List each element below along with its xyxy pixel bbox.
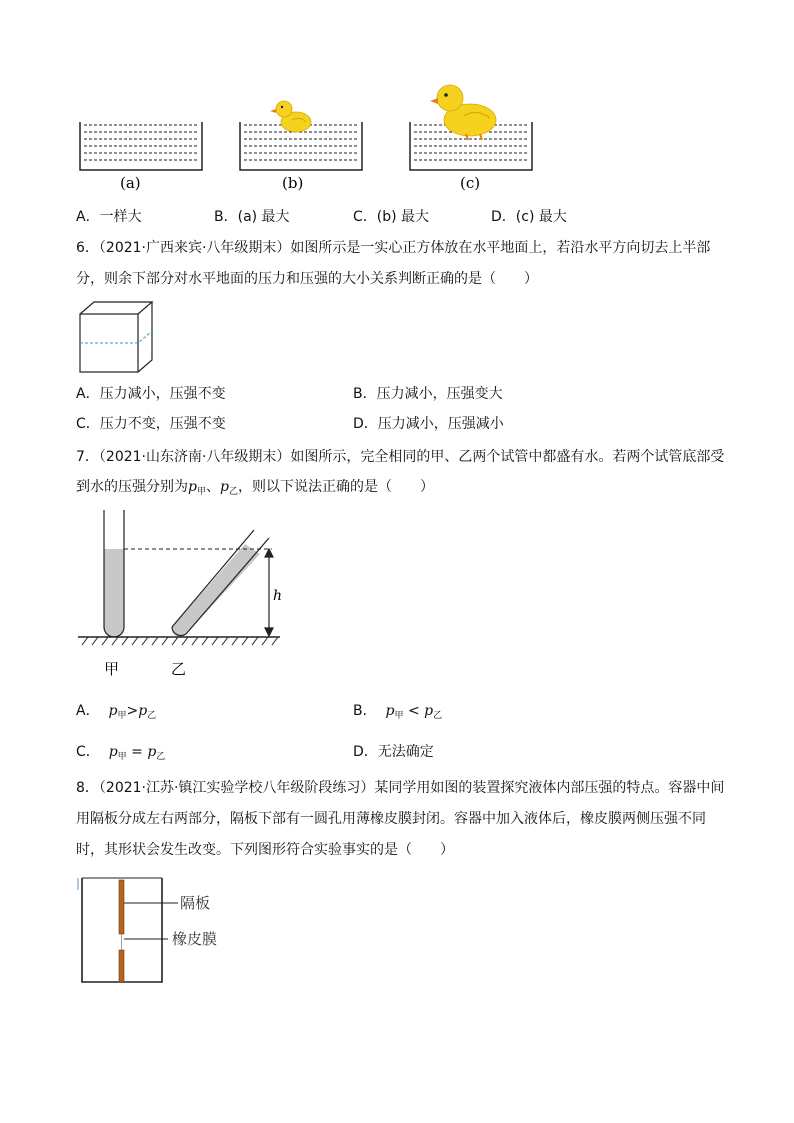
label-membrane: 橡皮膜: [172, 930, 218, 948]
q5-option-a: A．一样大: [76, 209, 142, 225]
q7-option-d: D．无法确定: [353, 744, 434, 760]
q8-stem-line3: 时，其形状会发生改变。下列图形符合实验事实的是（ ）: [76, 842, 454, 858]
partition-upper: [119, 880, 124, 934]
label-jia: 甲: [104, 660, 120, 678]
label-partition: 隔板: [180, 894, 211, 912]
q7-stem-line2: 到水的压强分别为$p_甲$、$p_乙$，则以下说法正确的是（ ）: [76, 479, 434, 497]
small-duck-icon: [270, 101, 311, 132]
cut-line: [80, 331, 152, 343]
q6-option-b: B．压力减小，压强变大: [353, 386, 503, 402]
cube-figure: [78, 300, 158, 376]
q7-stem-line1: 7．（2021·山东济南·八年级期末）如图所示，完全相同的甲、乙两个试管中都盛有水。若两个试管底部受: [76, 449, 725, 465]
partition-container-figure: [76, 874, 276, 986]
q6-stem-line1: 6．（2021·广西来宾·八年级期末）如图所示是一实心正方体放在水平地面上，若沿水平方向切去上半部: [76, 240, 711, 256]
q7-option-a: A． $p_甲>p_乙$: [76, 703, 157, 721]
height-arrow: [265, 549, 273, 636]
tube-jia: [104, 510, 124, 637]
q8-stem-line2: 用隔板分成左右两部分，隔板下部有一圆孔用薄橡皮膜封闭。容器中加入液体后，橡皮膜两侧压强不同: [76, 811, 706, 827]
q6-stem-line2: 分，则余下部分对水平地面的压力和压强的大小关系判断正确的是（ ）: [76, 271, 538, 287]
test-tubes-figure: [76, 508, 286, 688]
container-a: [80, 122, 202, 170]
tube-yi: [172, 530, 269, 637]
q6-option-a: A．压力减小，压强不变: [76, 386, 226, 402]
q6-option-d: D．压力减小，压强减小: [353, 416, 504, 432]
q5-option-b: B．(a) 最大: [214, 209, 290, 225]
container-c: [410, 85, 532, 170]
partition-lower: [119, 950, 124, 982]
label-yi: 乙: [171, 660, 187, 678]
caption-c: (c): [460, 174, 481, 192]
q8-stem-line1: 8．（2021·江苏·镇江实验学校八年级阶段练习）某同学用如图的装置探究液体内部压强的特点。容器中间: [76, 780, 725, 796]
caption-a: (a): [120, 174, 141, 192]
q7-option-b: B． $p_甲 < p_乙$: [353, 703, 443, 721]
ground: [78, 637, 280, 645]
height-label: h: [273, 588, 283, 604]
q5-option-d: D．(c) 最大: [491, 209, 567, 225]
q5-option-c: C．(b) 最大: [353, 209, 430, 225]
caption-b: (b): [282, 174, 304, 192]
q6-option-c: C．压力不变，压强不变: [76, 416, 226, 432]
duck-containers-figure: [70, 82, 550, 194]
q7-option-c: C． $p_甲 = p_乙$: [76, 744, 166, 762]
container-b: [240, 101, 362, 170]
